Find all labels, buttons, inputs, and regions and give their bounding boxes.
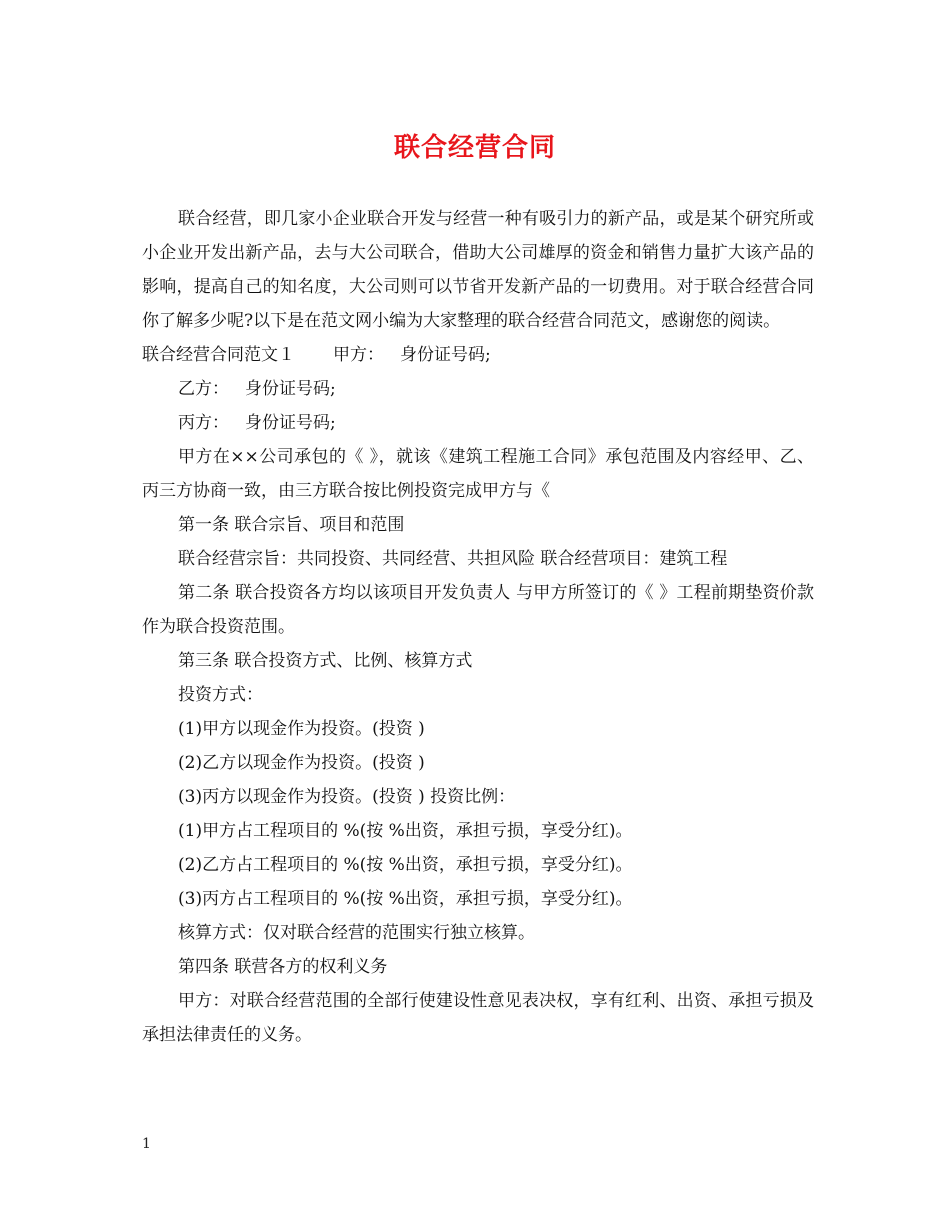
ratio-c: (3)丙方占工程项目的 %(按 %出资，承担亏损，享受分红)。 [178,889,633,909]
party-c-id: 身份证号码; [245,413,336,433]
page-number: 1 [142,1136,151,1152]
ratio-b: (2)乙方占工程项目的 %(按 %出资，承担亏损，享受分红)。 [178,855,633,875]
article-1-title: 第一条 联合宗旨、项目和范围 [178,515,405,535]
party-a-rights: 甲方：对联合经营范围的全部行使建设性意见表决权，享有红利、出资、承担亏损及承担法律责任的义务。 [142,991,814,1045]
party-b-label: 乙方： [178,379,229,399]
sample-heading: 联合经营合同范文１ [142,345,295,365]
document-body [142,202,814,1052]
document-title: 联合经营合同 [393,133,556,163]
party-b-line [142,372,814,406]
investment-a: (1)甲方以现金作为投资。(投资 ) [178,719,425,739]
sample-heading-line [142,338,814,372]
party-b-id: 身份证号码; [245,379,336,399]
intro-paragraph: 联合经营，即几家小企业联合开发与经营一种有吸引力的新产品，或是某个研究所或小企业开发出新产品，去与大公司联合，借助大公司雄厚的资金和销售力量扩大该产品的影响，提高自己的知名度，大公司则可以节省开发新产品的一切费用。对于联合经营合同你了解多少呢?以下是在范文网小编为大家整理的联合经营合同范文，感谢您的阅读。 [142,209,814,331]
recital-paragraph: 甲方在××公司承包的《 》，就该《建筑工程施工合同》承包范围及内容经甲、乙、丙三方协商一致，由三方联合按比例投资完成甲方与《 [142,447,814,501]
article-2: 第二条 联合投资各方均以该项目开发负责人 与甲方所签订的《 》工程前期垫资价款作为联合投资范围。 [142,583,814,637]
party-a-label: 甲方： [333,345,384,365]
article-4-title: 第四条 联营各方的权利义务 [178,957,388,977]
article-3-title: 第三条 联合投资方式、比例、核算方式 [178,651,473,671]
investment-c: (3)丙方以现金作为投资。(投资 ) 投资比例： [178,787,516,807]
investment-method-label: 投资方式： [178,685,263,705]
party-c-line [142,406,814,440]
party-c-label: 丙方： [178,413,229,433]
accounting-method: 核算方式：仅对联合经营的范围实行独立核算。 [178,923,535,943]
ratio-a: (1)甲方占工程项目的 %(按 %出资，承担亏损，享受分红)。 [178,821,633,841]
party-a-id: 身份证号码; [400,345,491,365]
investment-b: (2)乙方以现金作为投资。(投资 ) [178,753,425,773]
article-1-content: 联合经营宗旨：共同投资、共同经营、共担风险 联合经营项目：建筑工程 [178,549,728,569]
